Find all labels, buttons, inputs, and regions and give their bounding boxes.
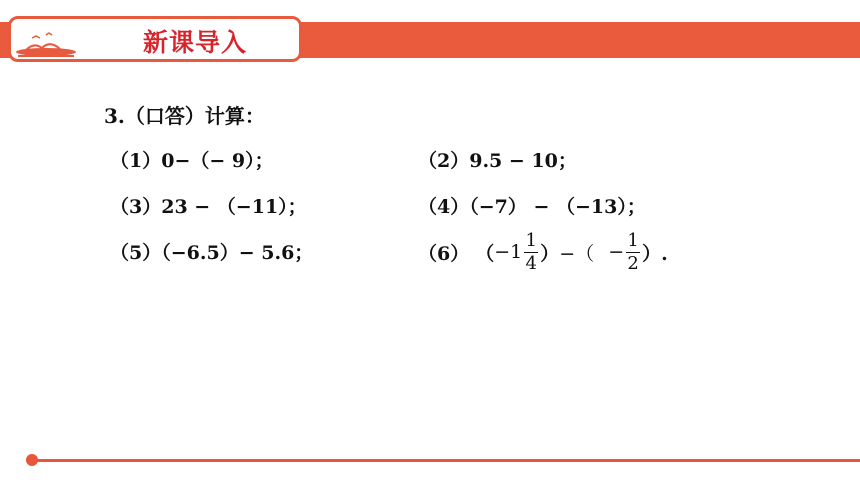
- question-heading: 3.（口答）计算：: [104, 104, 265, 128]
- page-title: 新课导入: [142, 28, 247, 57]
- close-paren-period: ）.: [642, 242, 668, 265]
- negative-sign: −: [608, 241, 625, 263]
- mixed-whole: −1: [494, 241, 523, 263]
- problem-1: （1）0−（− 9）；: [110, 150, 274, 172]
- fraction-denominator: 4: [525, 252, 537, 274]
- minus-open: −（: [559, 242, 595, 265]
- footer-dot: [26, 454, 38, 466]
- problem-3: （3）23 − （−11）；: [110, 196, 307, 218]
- problem-5: （5）（−6.5）− 5.6；: [110, 242, 314, 264]
- footer-line: [32, 459, 860, 462]
- fraction-one-half: [626, 230, 640, 275]
- island-sunset-icon: [12, 30, 80, 60]
- problem-2: （2）9.5 − 10；: [418, 150, 577, 172]
- close-paren: ）: [540, 242, 560, 265]
- fraction-denominator: 2: [627, 252, 639, 274]
- fraction-numerator: 1: [525, 229, 537, 251]
- fraction-numerator: 1: [627, 229, 639, 251]
- fraction-one-quarter: [524, 230, 538, 275]
- open-paren: （: [475, 242, 495, 265]
- problem-6: [418, 222, 668, 282]
- problem-6-label: （6）: [418, 242, 470, 265]
- problem-4: （4）（−7） − （−13）；: [418, 196, 646, 218]
